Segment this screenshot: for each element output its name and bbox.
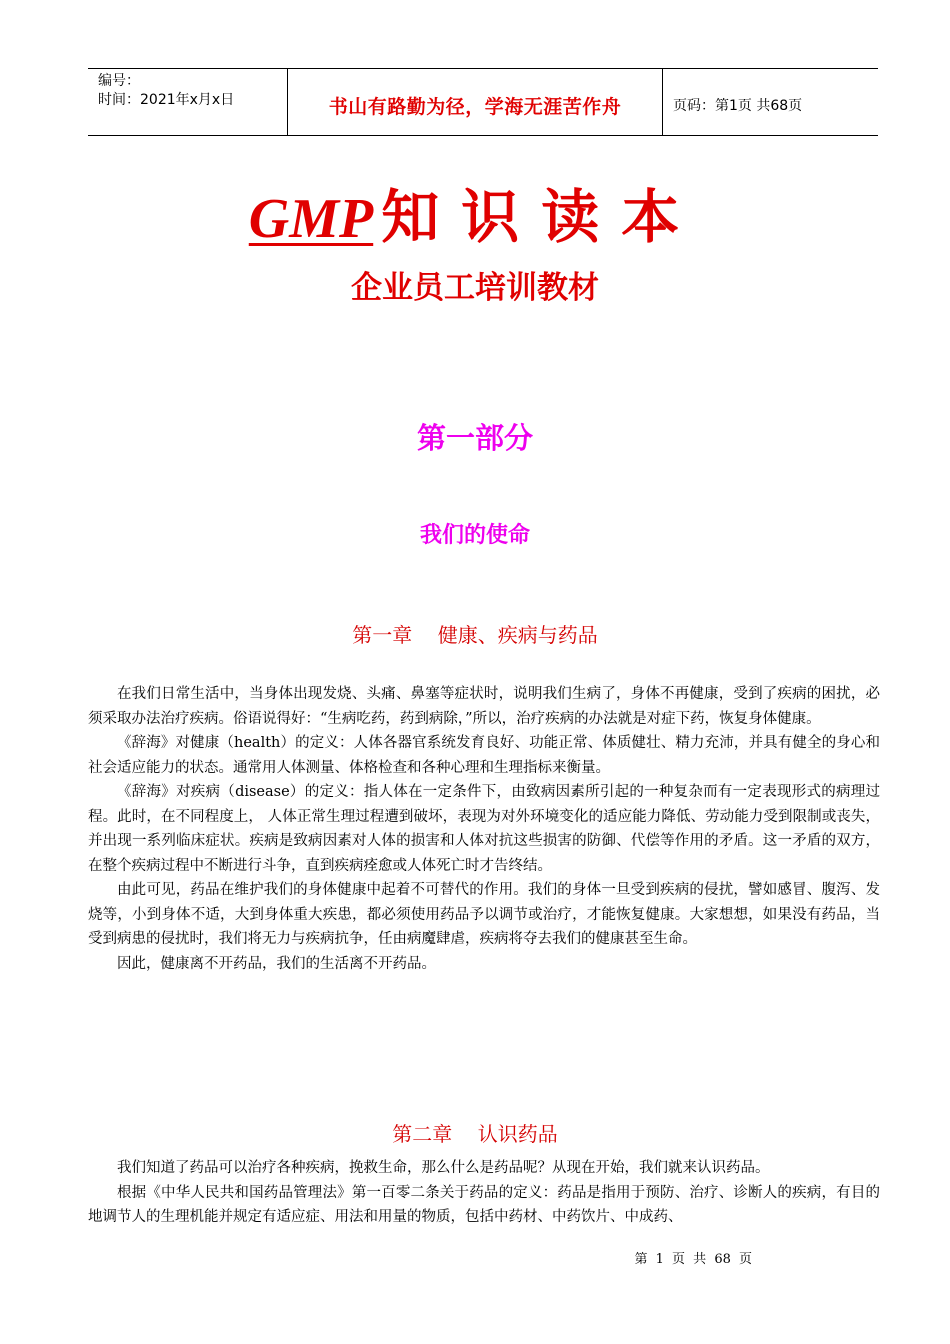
chapter-1-title: 第一章 健康、疾病与药品 [352, 623, 598, 647]
header-page-info: 页码：第1页 共68页 [673, 98, 803, 114]
paragraph: 由此可见，药品在维护我们的身体健康中起着不可替代的作用。我们的身体一旦受到疾病的侵扰，譬如感冒、腹泻、发烧等，小到身体不适，大到身体重大疾患，都必须使用药品予以调节或治疗，才能恢复健康。大家想想，如果没有药品，当受到病患的侵扰时，我们将无力与疾病抗争，任由病魔肆虐，疾病将夺去我们的健康甚至生命。 [88, 882, 880, 947]
title-rest: 知识读本 [381, 183, 702, 251]
title-gmp: GMP [248, 188, 374, 250]
paragraph: 《辞海》对健康（health）的定义：人体各器官系统发育良好、功能正常、体质健壮、精力充沛，并具有健全的身心和社会适应能力的状态。通常用人体测量、体格检查和各种心理和生理指标来衡量。 [88, 735, 880, 776]
page-footer: 第 1 页 共 68 页 [634, 1252, 752, 1267]
paragraph: 在我们日常生活中，当身体出现发烧、头痛、鼻塞等症状时，说明我们生病了，身体不再健康，受到了疾病的困扰，必须采取办法治疗疾病。俗语说得好：“生病吃药，药到病除，”所以，治疗疾病的办法就是对症下药，恢复身体健康。 [88, 686, 880, 727]
paragraph: 因此，健康离不开药品，我们的生活离不开药品。 [117, 955, 436, 972]
mission-title: 我们的使命 [419, 523, 530, 548]
page-header [88, 68, 878, 136]
paragraph: 我们知道了药品可以治疗各种疾病，挽救生命，那么什么是药品呢？从现在开始，我们就来认识药品。 [117, 1160, 770, 1176]
part-title: 第一部分 [416, 421, 533, 455]
document-title [0, 170, 950, 254]
paragraph: 根据《中华人民共和国药品管理法》第一百零二条关于药品的定义：药品是指用于预防、治疗、诊断人的疾病，有目的地调节人的生理机能并规定有适应症、用法和用量的物质，包括中药材、中药饮片、中成药、 [88, 1184, 880, 1225]
paragraph: 《辞海》对疾病（disease）的定义：指人体在一定条件下，由致病因素所引起的一种复杂而有一定表现形式的病理过程。此时，在不同程度上， 人体正常生理过程遭到破坏，表现为对外环境变化的适应能力降低、劳动能力受到限制或丧失，并出现一系列临床症状。疾病是致病因素对人体的损害和人体对抗这些损害的防御、代偿等作用的矛盾。这一矛盾的双方，在整个疾病过程中不断进行斗争，直到疾病痊愈或人体死亡时才告终结。 [88, 784, 880, 874]
chapter-2-body [88, 1156, 880, 1230]
chapter-1-body [88, 682, 880, 976]
header-meta [88, 69, 288, 135]
header-motto: 书山有路勤为径，学海无涯苦作舟 [288, 69, 663, 135]
chapter-2-title: 第二章 认识药品 [392, 1122, 558, 1146]
number-label: 编号： [98, 73, 140, 89]
time-label: 时间：2021年x月x日 [98, 92, 235, 108]
document-subtitle: 企业员工培训教材 [351, 270, 599, 306]
